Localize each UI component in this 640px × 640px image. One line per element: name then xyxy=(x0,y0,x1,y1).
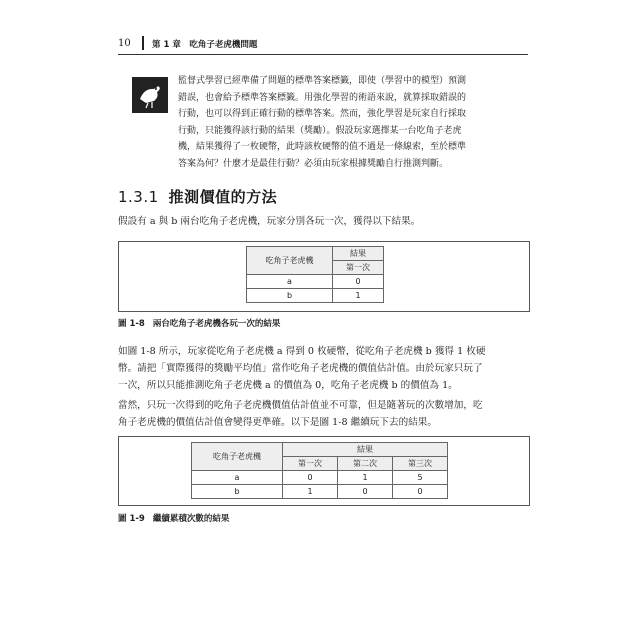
paragraph-line: 幣。請把「實際獲得的獎勵平均值」當作吃角子老虎機的價值估計值。由於玩家只玩了 xyxy=(118,363,483,374)
table-header-results: 結果 xyxy=(333,247,384,261)
note-line: 答案為何？什麼才是最佳行動？必須由玩家根據獎勵自行推測判斷。 xyxy=(178,158,449,169)
paragraph-line: 一次，所以只能推測吃角子老虎機 a 的價值為 0，吃角子老虎機 b 的價值為 1。 xyxy=(118,380,458,391)
table-cell: 1 xyxy=(283,485,338,499)
table-row xyxy=(192,471,448,485)
table-row xyxy=(247,289,384,303)
results-table-multi xyxy=(191,442,448,499)
figure-caption xyxy=(118,317,280,329)
table-cell: 1 xyxy=(333,289,384,303)
table-header-col: 第三次 xyxy=(393,457,448,471)
table-cell: 1 xyxy=(338,471,393,485)
table-cell: 0 xyxy=(333,275,384,289)
note-text xyxy=(178,73,520,172)
header-separator xyxy=(142,36,144,50)
section-number: 1.3.1 xyxy=(118,188,159,206)
table-cell: 5 xyxy=(393,471,448,485)
table-cell: 0 xyxy=(338,485,393,499)
paragraph-2 xyxy=(118,343,528,394)
table-header-col: 第一次 xyxy=(333,261,384,275)
paragraph-3 xyxy=(118,397,528,431)
table-cell: 0 xyxy=(283,471,338,485)
row-label: a xyxy=(192,471,283,485)
figure-1-9 xyxy=(118,436,530,506)
results-table-single xyxy=(246,246,384,303)
paragraph-line: 假設有 a 與 b 兩台吃角子老虎機，玩家分別各玩一次，獲得以下結果。 xyxy=(118,216,421,227)
table-header-col: 第一次 xyxy=(283,457,338,471)
paragraph-1 xyxy=(118,213,528,230)
paragraph-line: 角子老虎機的價值估計值會變得更準確。以下是圖 1-8 繼續玩下去的結果。 xyxy=(118,417,437,428)
figure-1-8 xyxy=(118,241,530,312)
figure-number: 圖 1-9 xyxy=(118,514,145,524)
note-line: 錯誤，也會給予標準答案標籤。用強化學習的術語來說，就算採取錯誤的 xyxy=(178,92,467,103)
row-label: b xyxy=(192,485,283,499)
figure-number: 圖 1-8 xyxy=(118,319,145,329)
table-header-results: 結果 xyxy=(283,443,448,457)
note-line: 行動，也可以得到正確行動的標準答案。然而，強化學習是玩家自行採取 xyxy=(178,109,467,119)
table-header-col: 第二次 xyxy=(338,457,393,471)
figure-caption xyxy=(118,512,229,524)
table-cell: 0 xyxy=(393,485,448,499)
chapter-title: 第 1 章 吃角子老虎機問題 xyxy=(152,40,258,50)
section-heading xyxy=(118,186,277,207)
table-row xyxy=(192,485,448,499)
paragraph-line: 當然，只玩一次得到的吃角子老虎機價值估計值並不可靠，但是隨著玩的次數增加，吃 xyxy=(118,400,483,411)
row-label: a xyxy=(247,275,333,289)
row-label: b xyxy=(247,289,333,303)
paragraph-line: 如圖 1-8 所示，玩家從吃角子老虎機 a 得到 0 枚硬幣，從吃角子老虎機 b 獲得 1 枚硬 xyxy=(118,346,486,357)
note-line: 機，結果獲得了一枚硬幣，此時該枚硬幣的值不過是一條線索，至於標準 xyxy=(178,142,467,152)
caption-text: 繼續累積次數的結果 xyxy=(152,514,230,524)
note-box xyxy=(128,73,528,169)
table-row xyxy=(247,275,384,289)
running-header xyxy=(118,36,528,55)
crow-icon xyxy=(132,77,168,113)
table-header-machine: 吃角子老虎機 xyxy=(247,247,333,275)
caption-text: 兩台吃角子老虎機各玩一次的結果 xyxy=(152,319,281,329)
table-header-machine: 吃角子老虎機 xyxy=(192,443,283,471)
page-number: 10 xyxy=(118,38,131,49)
note-line: 行動，只能獲得該行動的結果（獎勵）。假設玩家選擇某一台吃角子老虎 xyxy=(178,125,462,136)
note-line: 監督式學習已經準備了問題的標準答案標籤，即使（學習中的模型）預測 xyxy=(178,76,467,86)
section-title: 推測價值的方法 xyxy=(168,188,278,206)
